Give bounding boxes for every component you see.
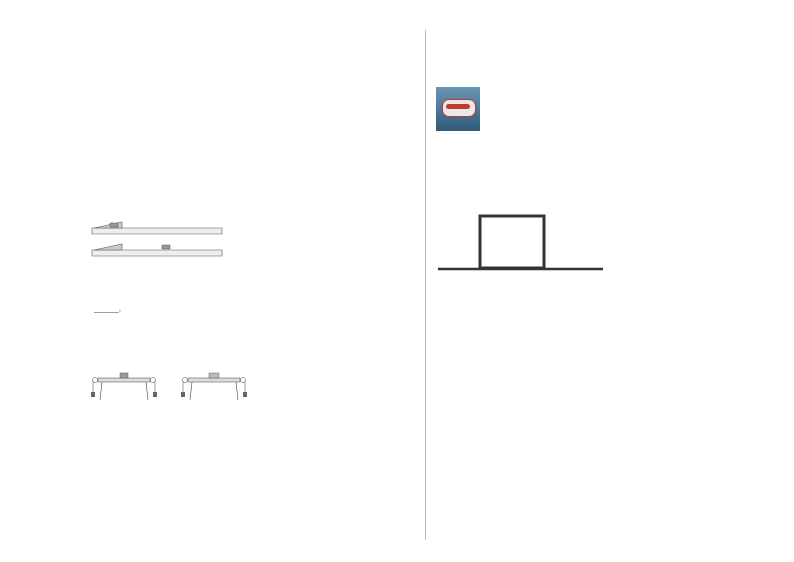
ramp-figure — [92, 222, 232, 262]
q2-answer-blank: ________。 — [94, 306, 125, 313]
submersible-photo — [436, 87, 480, 131]
balance-figure — [92, 372, 252, 408]
column-divider — [425, 30, 426, 540]
cube-on-table-figure — [438, 212, 608, 292]
